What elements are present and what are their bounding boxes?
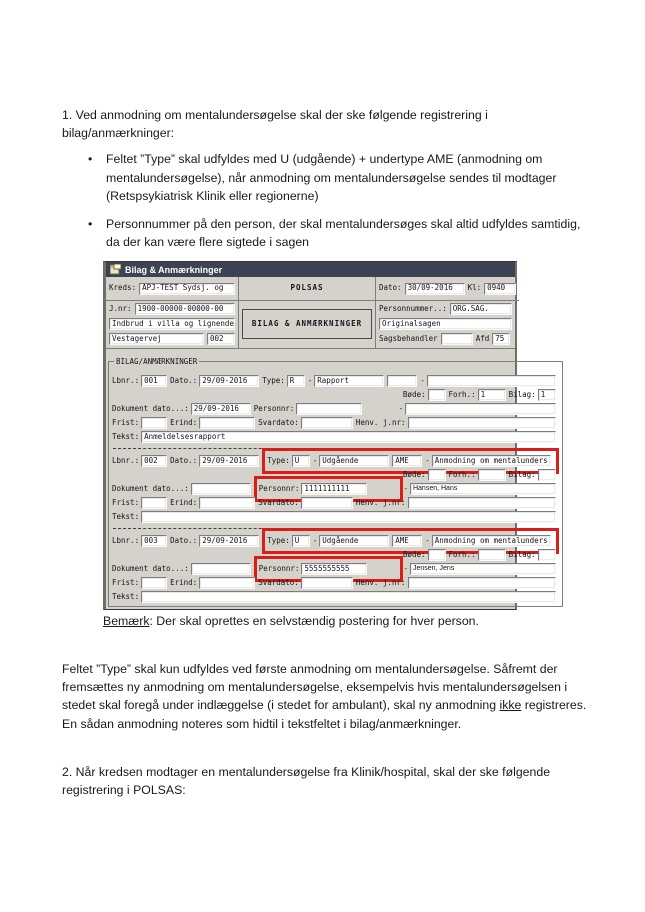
subtype-text-field[interactable]: Anmodning om mentalunders bbox=[432, 455, 551, 467]
boede-field[interactable] bbox=[428, 469, 446, 481]
type-text-field[interactable]: Udgående bbox=[319, 535, 389, 547]
kreds-field[interactable]: APJ-TEST Sydsj. og bbox=[139, 283, 235, 295]
svardato-label: Svardato: bbox=[258, 577, 299, 587]
bemaerk-text: : Der skal oprettes en selvstændig postering for hver person. bbox=[149, 613, 479, 628]
svardato-label: Svardato: bbox=[258, 417, 299, 427]
henv-jnr-field[interactable] bbox=[408, 417, 556, 429]
subtype-field[interactable]: AME bbox=[392, 455, 422, 467]
window-titlebar bbox=[106, 262, 515, 277]
frist-field[interactable] bbox=[141, 497, 167, 509]
record-entry-001 bbox=[112, 374, 559, 444]
dokument-dato-label: Dokument dato...: bbox=[112, 563, 189, 573]
tekst-field[interactable] bbox=[141, 591, 556, 603]
forh-label: Forh.: bbox=[448, 389, 476, 399]
type-label: Type: bbox=[262, 375, 285, 385]
dash: - bbox=[425, 455, 430, 465]
dash: - bbox=[420, 375, 425, 385]
bullet-list bbox=[62, 150, 594, 251]
personnummer-label: Personnummer..: bbox=[379, 304, 447, 314]
lbnr-field[interactable]: 001 bbox=[141, 375, 167, 387]
window-header-row bbox=[106, 277, 515, 300]
boede-label: Bøde: bbox=[402, 549, 426, 559]
bilag-anmaerkninger-box: BILAG & ANMÆRKNINGER bbox=[242, 309, 372, 339]
person-name-field[interactable]: Hansen, Hans bbox=[410, 483, 556, 495]
erind-field[interactable] bbox=[199, 497, 255, 509]
lbnr-field[interactable]: 003 bbox=[141, 535, 167, 547]
personnr-label: Personnr: bbox=[258, 483, 300, 493]
dato-field[interactable]: 29/09-2016 bbox=[199, 535, 259, 547]
kreds-label: Kreds: bbox=[109, 283, 137, 293]
henv-jnr-field[interactable] bbox=[408, 577, 556, 589]
window-title: Bilag & Anmærkninger bbox=[125, 264, 223, 275]
emphasized-word: ikke bbox=[499, 698, 522, 713]
dato-field[interactable]: 29/09-2016 bbox=[199, 455, 259, 467]
jnr-field[interactable]: 1900-00000-00000-00 bbox=[135, 303, 235, 315]
type-text-field[interactable]: Rapport bbox=[314, 375, 384, 387]
dato-label: Dato.: bbox=[170, 535, 198, 545]
kl-label: Kl: bbox=[467, 283, 482, 293]
paragraph-2: 2. Når kredsen modtager en mentalundersøgelse fra Klinik/hospital, skal der ske følgende registrering i POLSAS: bbox=[62, 764, 551, 798]
lbnr-label: Lbnr.: bbox=[112, 455, 140, 465]
dash: - bbox=[403, 483, 408, 493]
forh-field[interactable] bbox=[478, 549, 506, 561]
paragraph-1: 1. Ved anmodning om mentalundersøgelse skal der ske følgende registrering i bilag/anmærkninger: bbox=[62, 108, 488, 141]
subtype-text-field[interactable]: Anmodning om mentalunders bbox=[432, 535, 551, 547]
dokument-dato-field[interactable] bbox=[191, 483, 251, 495]
jnr-label: J.nr: bbox=[109, 304, 132, 314]
street-field[interactable]: Vestagervej bbox=[109, 333, 204, 345]
dato-label: Dato: bbox=[379, 283, 402, 293]
personnummer-field[interactable]: ORG.SAG. bbox=[450, 303, 512, 315]
sagsbehandler-label: Sagsbehandler bbox=[379, 334, 438, 344]
frist-field[interactable] bbox=[141, 417, 167, 429]
kreds-cell bbox=[106, 277, 238, 300]
erind-label: Erind: bbox=[170, 497, 198, 507]
boede-field[interactable] bbox=[428, 389, 446, 401]
erind-field[interactable] bbox=[199, 577, 255, 589]
dato-label: Dato.: bbox=[170, 375, 198, 385]
dato-field[interactable]: 29/09-2016 bbox=[199, 375, 259, 387]
person-name-field[interactable]: Jensen, Jens bbox=[410, 563, 556, 575]
case-right-column bbox=[375, 301, 515, 348]
bilag-label: Bilag: bbox=[508, 549, 536, 559]
dash: - bbox=[312, 455, 318, 465]
frist-field[interactable] bbox=[141, 577, 167, 589]
personnr-label: Personnr: bbox=[253, 403, 295, 413]
personnr-field[interactable] bbox=[296, 403, 362, 415]
type-label: Type: bbox=[267, 535, 290, 545]
bemaerk-note bbox=[103, 612, 594, 630]
dokument-dato-field[interactable] bbox=[191, 563, 251, 575]
svardato-label: Svardato: bbox=[258, 497, 299, 507]
forh-label: Forh.: bbox=[448, 549, 476, 559]
dash: - bbox=[398, 403, 403, 413]
bullet-item-type: • Feltet ”Type” skal udfyldes med U (udgående) + undertype AME (anmodning om mentalundersøgelse), når anmodning om mentalundersøgelse sendes til modtager (Retspsykiatrisk Klinik eller regionerne) bbox=[62, 150, 594, 205]
record-entry-002 bbox=[112, 454, 559, 524]
dokument-dato-field[interactable]: 29/09-2016 bbox=[191, 403, 251, 415]
bilag-anmaerkninger-section bbox=[108, 353, 563, 607]
paragraph-part: registreres. En sådan anmodning noteres som hidtil i tekstfeltet i bilag/anmærkninger. bbox=[62, 698, 587, 731]
kl-field[interactable]: 0940 bbox=[484, 283, 516, 295]
record-entry-003 bbox=[112, 534, 559, 604]
tekst-label: Tekst: bbox=[112, 591, 140, 601]
type-text-field[interactable]: Udgående bbox=[319, 455, 389, 467]
dato-field[interactable]: 30/09-2016 bbox=[405, 283, 465, 295]
tekst-field[interactable] bbox=[141, 511, 556, 523]
type-field[interactable]: R bbox=[287, 375, 305, 387]
forh-field[interactable]: 1 bbox=[478, 389, 506, 401]
erind-label: Erind: bbox=[170, 417, 198, 427]
polsas-window bbox=[103, 261, 548, 609]
offense-field[interactable]: Indbrud i villa og lignende bbox=[109, 318, 235, 330]
frist-label: Frist: bbox=[112, 497, 140, 507]
dokument-dato-label: Dokument dato...: bbox=[112, 483, 189, 493]
lbnr-label: Lbnr.: bbox=[112, 535, 140, 545]
dokument-dato-label: Dokument dato...: bbox=[112, 403, 189, 413]
dash: - bbox=[425, 535, 430, 545]
boede-label: Bøde: bbox=[402, 389, 426, 399]
personnr-label: Personnr: bbox=[258, 563, 300, 573]
boede-field[interactable] bbox=[428, 549, 446, 561]
app-name: POLSAS bbox=[238, 277, 375, 300]
lbnr-field[interactable]: 002 bbox=[141, 455, 167, 467]
dato-label: Dato.: bbox=[170, 455, 198, 465]
person-name-field[interactable] bbox=[405, 403, 556, 415]
henv-jnr-label: Henv. j.nr: bbox=[355, 497, 406, 507]
henv-jnr-label: Henv. j.nr: bbox=[355, 577, 406, 587]
svardato-field[interactable] bbox=[301, 497, 353, 509]
lbnr-label: Lbnr.: bbox=[112, 375, 140, 385]
paragraph-part: Feltet ”Type” skal kun udfyldes ved første anmodning om mentalundersøgelse. Såfremt der fremsættes ny anmodning om mentalundersøgelse, eksempelvis hvis mentalundersøgelsen i stedet skal foregå under indlæggelse (i stedet for ambulant), skal ny anmodning bbox=[62, 662, 568, 713]
forh-field[interactable] bbox=[478, 469, 506, 481]
originalsag-field[interactable]: Originalsagen bbox=[379, 318, 512, 330]
personnr-field[interactable]: 5555555555 bbox=[301, 563, 367, 575]
tekst-label: Tekst: bbox=[112, 511, 140, 521]
bemaerk-label: Bemærk bbox=[103, 613, 150, 628]
boede-label: Bøde: bbox=[402, 469, 426, 479]
forh-label: Forh.: bbox=[448, 469, 476, 479]
subtype-field[interactable]: AME bbox=[392, 535, 422, 547]
erind-field[interactable] bbox=[199, 417, 255, 429]
paragraph-type-rule bbox=[62, 660, 594, 733]
henv-jnr-field[interactable] bbox=[408, 497, 556, 509]
type-field[interactable]: U bbox=[292, 535, 310, 547]
bilag-label: Bilag: bbox=[508, 469, 536, 479]
dash: - bbox=[312, 535, 318, 545]
bullet-item-personnummer: • Personnummer på den person, der skal mentalundersøges skal altid udfyldes samtidig, da der kan være flere sigtede i sagen bbox=[62, 215, 594, 251]
afd-field[interactable]: 75 bbox=[492, 333, 510, 345]
case-section bbox=[106, 301, 515, 349]
bilag-field[interactable]: 1 bbox=[538, 389, 556, 401]
tekst-field[interactable]: Anmeldelsesrapport bbox=[141, 431, 556, 443]
personnr-field[interactable]: 1111111111 bbox=[301, 483, 367, 495]
bilag-label: Bilag: bbox=[508, 389, 536, 399]
section-title: BILAG/ANMÆRKNINGER bbox=[116, 356, 198, 366]
frist-label: Frist: bbox=[112, 417, 140, 427]
sagsbehandler-field[interactable] bbox=[441, 333, 473, 345]
erind-label: Erind: bbox=[170, 577, 198, 587]
bilag-field[interactable] bbox=[538, 549, 556, 561]
type-label: Type: bbox=[267, 455, 290, 465]
window-icon bbox=[110, 264, 121, 275]
svardato-field[interactable] bbox=[301, 577, 353, 589]
tekst-label: Tekst: bbox=[112, 431, 140, 441]
bilag-field[interactable] bbox=[538, 469, 556, 481]
afd-label: Afd bbox=[475, 334, 490, 344]
case-center-column bbox=[238, 301, 375, 348]
street-code-field[interactable]: 002 bbox=[207, 333, 235, 345]
case-left-column bbox=[106, 301, 238, 348]
type-field[interactable]: U bbox=[292, 455, 310, 467]
frist-label: Frist: bbox=[112, 577, 140, 587]
dash: - bbox=[307, 375, 313, 385]
svardato-field[interactable] bbox=[301, 417, 353, 429]
subtype-text-field[interactable] bbox=[427, 375, 556, 387]
dash: - bbox=[403, 563, 408, 573]
henv-jnr-label: Henv. j.nr: bbox=[355, 417, 406, 427]
date-cell bbox=[375, 277, 519, 300]
